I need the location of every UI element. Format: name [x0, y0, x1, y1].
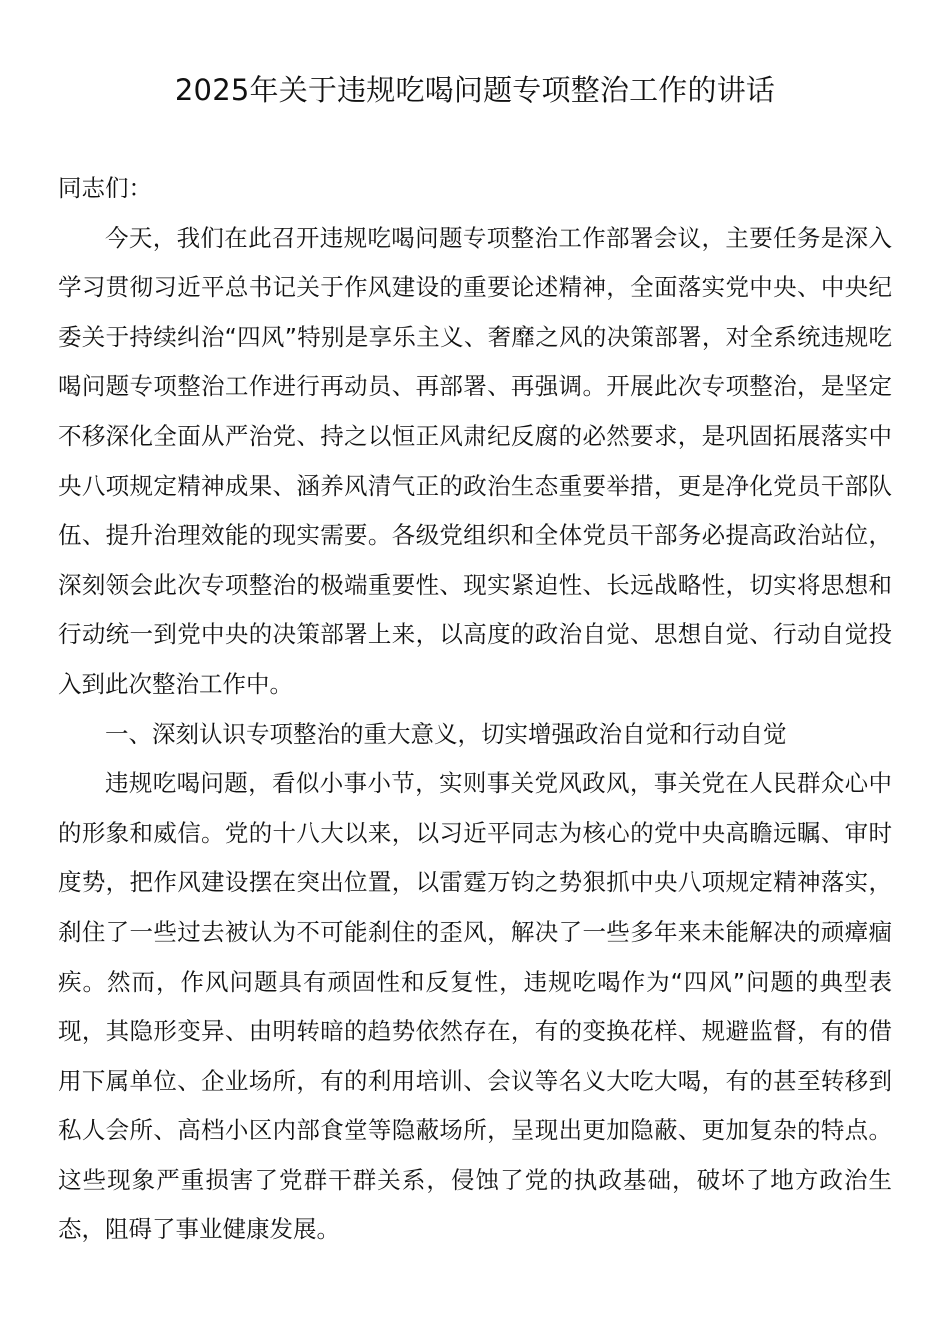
intro-paragraph: 今天，我们在此召开违规吃喝问题专项整治工作部署会议，主要任务是深入学习贯彻习近平总书记关于作风建设的重要论述精神，全面落实党中央、中央纪委关于持续纠治“四风”特别是享乐主义、奢靡之风的决策部署，对全系统违规吃喝问题专项整治工作进行再动员、再部署、再强调。开展此次专项整治，是坚定不移深化全面从严治党、持之以恒正风肃纪反腐的必然要求，是巩固拓展落实中央八项规定精神成果、涵养风清气正的政治生态重要举措，更是净化党员干部队伍、提升治理效能的现实需要。各级党组织和全体党员干部务必提高政治站位，深刻领会此次专项整治的极端重要性、现实紧迫性、长远战略性，切实将思想和行动统一到党中央的决策部署上来，以高度的政治自觉、思想自觉、行动自觉投入到此次整治工作中。 — [58, 223, 892, 698]
document-page — [58, 0, 892, 1255]
salutation: 同志们： — [58, 174, 152, 202]
document-title: 2025年关于违规吃喝问题专项整治工作的讲话 — [174, 73, 776, 107]
section-paragraph: 违规吃喝问题，看似小事小节，实则事关党风政风，事关党在人民群众心中的形象和威信。党的十八大以来，以习近平同志为核心的党中央高瞻远瞩、审时度势，把作风建设摆在突出位置，以雷霆万钧之势狠抓中央八项规定精神落实，刹住了一些过去被认为不可能刹住的歪风，解决了一些多年来未能解决的顽瘴痼疾。然而，作风问题具有顽固性和反复性，违规吃喝作为“四风”问题的典型表现，其隐形变异、由明转暗的趋势依然存在，有的变换花样、规避监督，有的借用下属单位、企业场所，有的利用培训、会议等名义大吃大喝，有的甚至转移到私人会所、高档小区内部食堂等隐蔽场所，呈现出更加隐蔽、更加复杂的特点。这些现象严重损害了党群干群关系，侵蚀了党的执政基础，破坏了地方政治生态，阻碍了事业健康发展。 — [58, 769, 892, 1244]
section-heading: 一、深刻认识专项整治的重大意义，切实增强政治自觉和行动自觉 — [105, 719, 787, 748]
